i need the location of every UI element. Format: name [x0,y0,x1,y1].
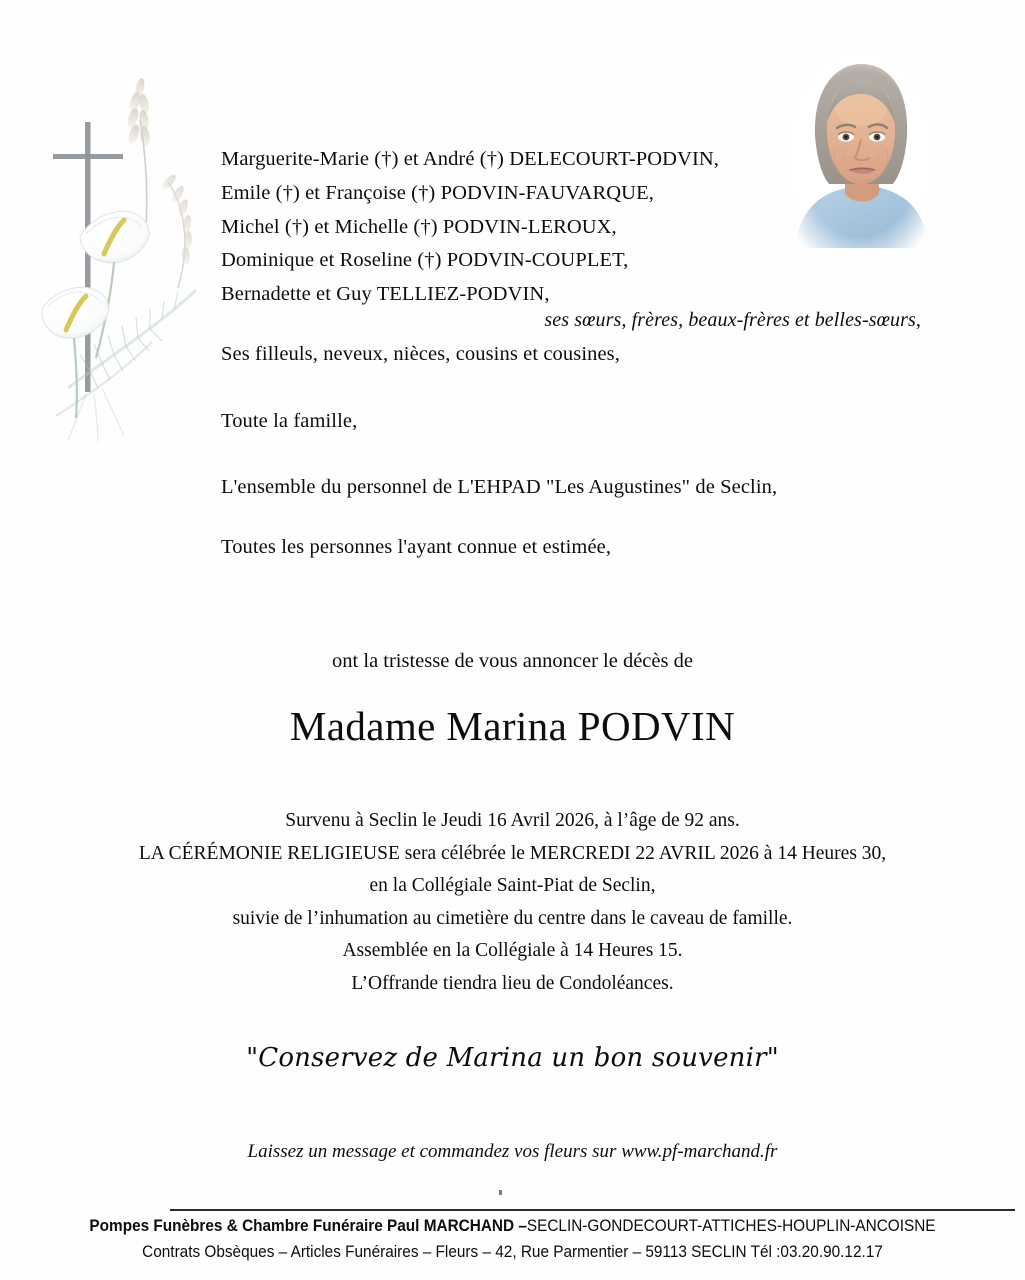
siblings-relationship-label: ses sœurs, frères, beaux-frères et belles-sœurs, [544,309,921,331]
calla-lily-upper-icon [80,211,149,358]
godchildren-line: Ses filleuls, neveux, nièces, cousins et cousines, [221,343,620,365]
footer-divider [170,1209,1015,1211]
family-names-list [221,143,861,312]
footer-company-name: Pompes Funèbres & Chambre Funéraire Paul MARCHAND – [89,1217,527,1235]
family-line: Dominique et Roseline (†) PODVIN-COUPLET, [221,249,629,272]
ceremony-line: suivie de l’inhumation au cimetière du centre dans le caveau de famille. [232,907,793,929]
cross-lily-illustration [28,58,228,448]
flowers-message-note: Laissez un message et commandez vos fleurs sur www.pf-marchand.fr [247,1141,778,1162]
ceremony-line: en la Collégiale Saint-Piat de Seclin, [369,875,656,897]
calla-lily-lower-icon [42,287,109,418]
latin-cross-icon [53,122,123,392]
ceremony-details [0,805,1025,1001]
wheat-stalk-icon [126,77,151,228]
memorial-quote: "Conservez de Marina un bon souvenir" [246,1043,779,1073]
family-line: Michel (†) et Michelle (†) PODVIN-LEROUX, [221,215,617,238]
ceremony-line: L’Offrande tiendra lieu de Condoléances. [351,972,674,994]
footer-line-company [36,1213,989,1239]
family-line: Bernadette et Guy TELLIEZ-PODVIN, [221,283,550,306]
ehpad-staff-line: L'ensemble du personnel de L'EHPAD "Les Augustines" de Seclin, [221,476,778,498]
footer-line-contact: Contrats Obsèques – Articles Funéraires – Fleurs – 42, Rue Parmentier – 59113 SECLIN Tél :03.20.90.12.17 [142,1243,883,1261]
whole-family-line: Toute la famille, [221,410,358,432]
family-line: Marguerite-Marie (†) et André (†) DELECOURT-PODVIN, [221,148,720,170]
ceremony-line: LA CÉRÉMONIE RELIGIEUSE sera célébrée le MERCREDI 22 AVRIL 2026 à 14 Heures 30, [138,842,887,864]
grass-blades-icon [68,388,124,442]
wheat-stalk-secondary-icon [160,173,193,288]
deceased-name: Madame Marina PODVIN [289,703,736,749]
family-line: Emile (†) et Françoise (†) PODVIN-FAUVARQUE, [221,181,654,204]
ceremony-line: Assemblée en la Collégiale à 14 Heures 15. [342,940,683,962]
scan-artifact [499,1190,502,1195]
footer-towns: SECLIN-GONDECOURT-ATTICHES-HOUPLIN-ANCOISNE [526,1217,936,1235]
funeral-home-footer [0,1213,1025,1265]
announcement-lead: ont la tristesse de vous annoncer le décès de [332,650,693,672]
fern-frond-icon [56,290,196,416]
all-persons-line: Toutes les personnes l'ayant connue et estimée, [221,536,612,558]
ceremony-line: Survenu à Seclin le Jeudi 16 Avril 2026, à l’âge de 92 ans. [285,810,740,831]
